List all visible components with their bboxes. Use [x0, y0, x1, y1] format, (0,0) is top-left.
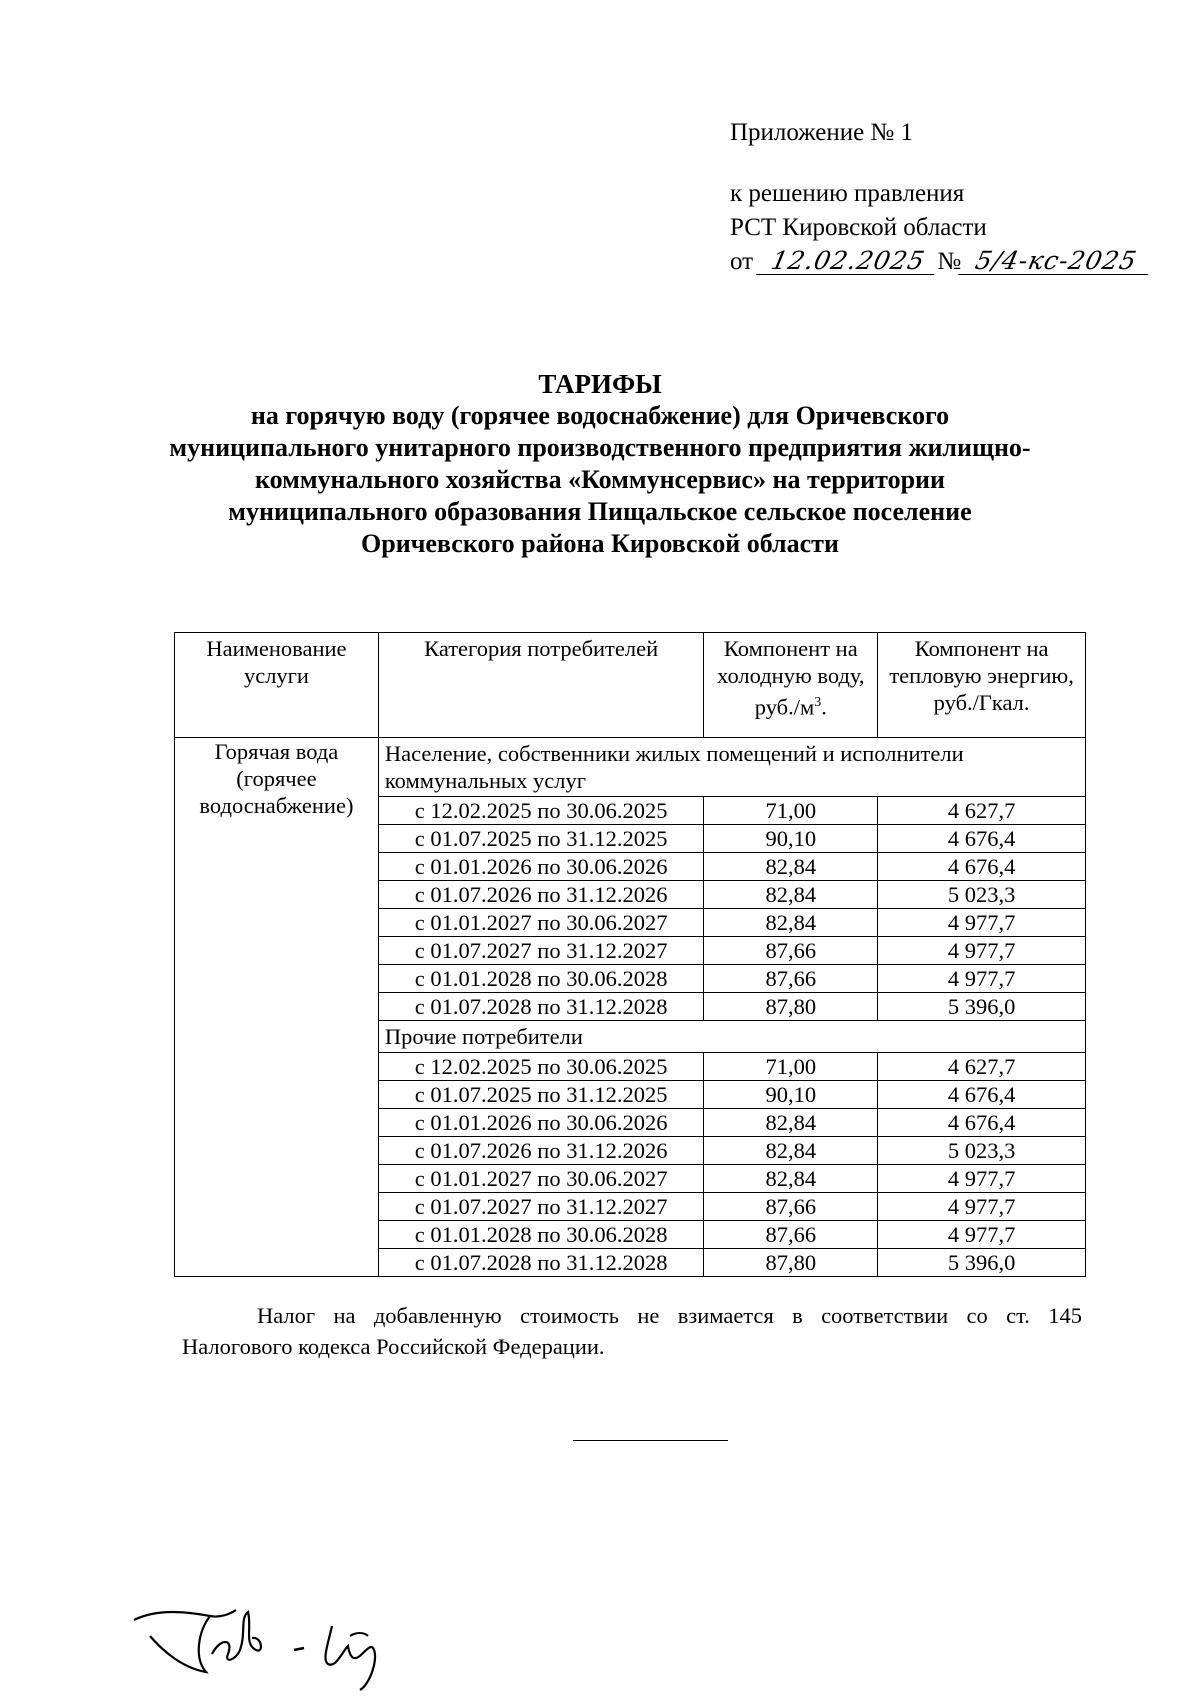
period-cell: с 01.01.2027 по 30.06.2027 — [378, 1165, 703, 1193]
period-cell: с 01.01.2027 по 30.06.2027 — [378, 909, 703, 937]
cold-water-value: 87,66 — [704, 965, 878, 993]
appendix-date-number — [730, 245, 1151, 279]
service-name-cell: Горячая вода (горячее водоснабжение) — [175, 738, 379, 1277]
cold-water-value: 87,80 — [704, 993, 878, 1021]
heat-value: 4 977,7 — [878, 965, 1086, 993]
period-cell: с 12.02.2025 по 30.06.2025 — [378, 1053, 703, 1081]
period-cell: с 01.01.2028 по 30.06.2028 — [378, 965, 703, 993]
number-sign: № — [937, 248, 962, 275]
title-line: Оричевского района Кировской области — [361, 529, 839, 558]
period-cell: с 01.07.2025 по 31.12.2025 — [378, 1081, 703, 1109]
tariffs-table — [174, 632, 1086, 1277]
period-cell: с 01.07.2027 по 31.12.2027 — [378, 1193, 703, 1221]
title-line: муниципального образования Пищальское сельское поселение — [228, 497, 972, 526]
appendix-block — [730, 116, 1151, 279]
heat-value: 4 977,7 — [878, 909, 1086, 937]
title-main: ТАРИФЫ — [538, 369, 662, 399]
separator-line — [573, 1440, 728, 1441]
cold-water-value: 82,84 — [704, 1109, 878, 1137]
heat-value: 4 977,7 — [878, 1193, 1086, 1221]
cold-water-value: 82,84 — [704, 909, 878, 937]
vat-note-line1: Налог на добавленную стоимость не взимается в соответствии со ст. 145 — [257, 1303, 1082, 1328]
heat-value: 5 396,0 — [878, 993, 1086, 1021]
period-cell: с 01.01.2026 по 30.06.2026 — [378, 1109, 703, 1137]
cold-water-value: 87,66 — [704, 1193, 878, 1221]
cold-water-value: 87,66 — [704, 1221, 878, 1249]
period-cell: с 01.07.2026 по 31.12.2026 — [378, 881, 703, 909]
heat-value: 4 676,4 — [878, 825, 1086, 853]
group-row — [175, 738, 1086, 797]
document-title — [60, 368, 1140, 560]
header-category: Категория потребителей — [378, 633, 703, 738]
period-cell: с 01.07.2025 по 31.12.2025 — [378, 825, 703, 853]
heat-value: 5 396,0 — [878, 1249, 1086, 1277]
heat-value: 4 627,7 — [878, 1053, 1086, 1081]
header-cold-water: Компонент на холодную воду, $руб./м^3$. — [704, 633, 878, 738]
period-cell: с 01.01.2028 по 30.06.2028 — [378, 1221, 703, 1249]
signature-icon — [128, 1588, 398, 1703]
cold-water-value: 82,84 — [704, 1137, 878, 1165]
heat-value: 4 676,4 — [878, 853, 1086, 881]
cold-water-value: 87,80 — [704, 1249, 878, 1277]
cold-water-value: 71,00 — [704, 1053, 878, 1081]
cold-water-value: 90,10 — [704, 1081, 878, 1109]
consumer-group-label: Население, собственники жилых помещений и исполнители коммунальных услуг — [378, 738, 1085, 797]
header-heat: Компонент на тепловую энергию, руб./Гкал. — [878, 633, 1086, 738]
vat-note — [182, 1300, 1082, 1362]
cold-water-value: 90,10 — [704, 825, 878, 853]
title-line: муниципального унитарного производственного предприятия жилищно- — [169, 433, 1031, 462]
cold-water-value: 82,84 — [704, 853, 878, 881]
title-line: коммунального хозяйства «Коммунсервис» на территории — [254, 465, 946, 494]
heat-value: 4 627,7 — [878, 797, 1086, 825]
period-cell: с 01.07.2028 по 31.12.2028 — [378, 993, 703, 1021]
heat-value: 5 023,3 — [878, 1137, 1086, 1165]
heat-value: 4 977,7 — [878, 1221, 1086, 1249]
cold-water-value: 82,84 — [704, 881, 878, 909]
heat-value: 4 977,7 — [878, 1165, 1086, 1193]
appendix-to-decision: к решению правления — [730, 180, 965, 207]
heat-value: 4 977,7 — [878, 937, 1086, 965]
cold-water-value: 87,66 — [704, 937, 878, 965]
cold-water-value: 71,00 — [704, 797, 878, 825]
handwritten-number: 5/4-кс-2025 — [958, 248, 1154, 275]
table-body — [175, 738, 1086, 1277]
period-cell: с 12.02.2025 по 30.06.2025 — [378, 797, 703, 825]
vat-note-line2: Налогового кодекса Российской Федерации. — [182, 1334, 605, 1359]
cold-water-value: 82,84 — [704, 1165, 878, 1193]
appendix-authority: РСТ Кировской области — [730, 214, 987, 241]
header-service: Наименование услуги — [175, 633, 379, 738]
heat-value: 5 023,3 — [878, 881, 1086, 909]
consumer-group-label: Прочие потребители — [378, 1021, 1085, 1053]
handwritten-date: 12.02.2025 — [756, 248, 940, 275]
table-header-row — [175, 633, 1086, 738]
period-cell: с 01.07.2028 по 31.12.2028 — [378, 1249, 703, 1277]
appendix-label: Приложение № 1 — [730, 119, 914, 146]
title-line: на горячую воду (горячее водоснабжение) для Оричевского — [250, 401, 950, 430]
period-cell: с 01.07.2026 по 31.12.2026 — [378, 1137, 703, 1165]
from-word: от — [730, 248, 754, 275]
heat-value: 4 676,4 — [878, 1081, 1086, 1109]
period-cell: с 01.07.2027 по 31.12.2027 — [378, 937, 703, 965]
period-cell: с 01.01.2026 по 30.06.2026 — [378, 853, 703, 881]
heat-value: 4 676,4 — [878, 1109, 1086, 1137]
